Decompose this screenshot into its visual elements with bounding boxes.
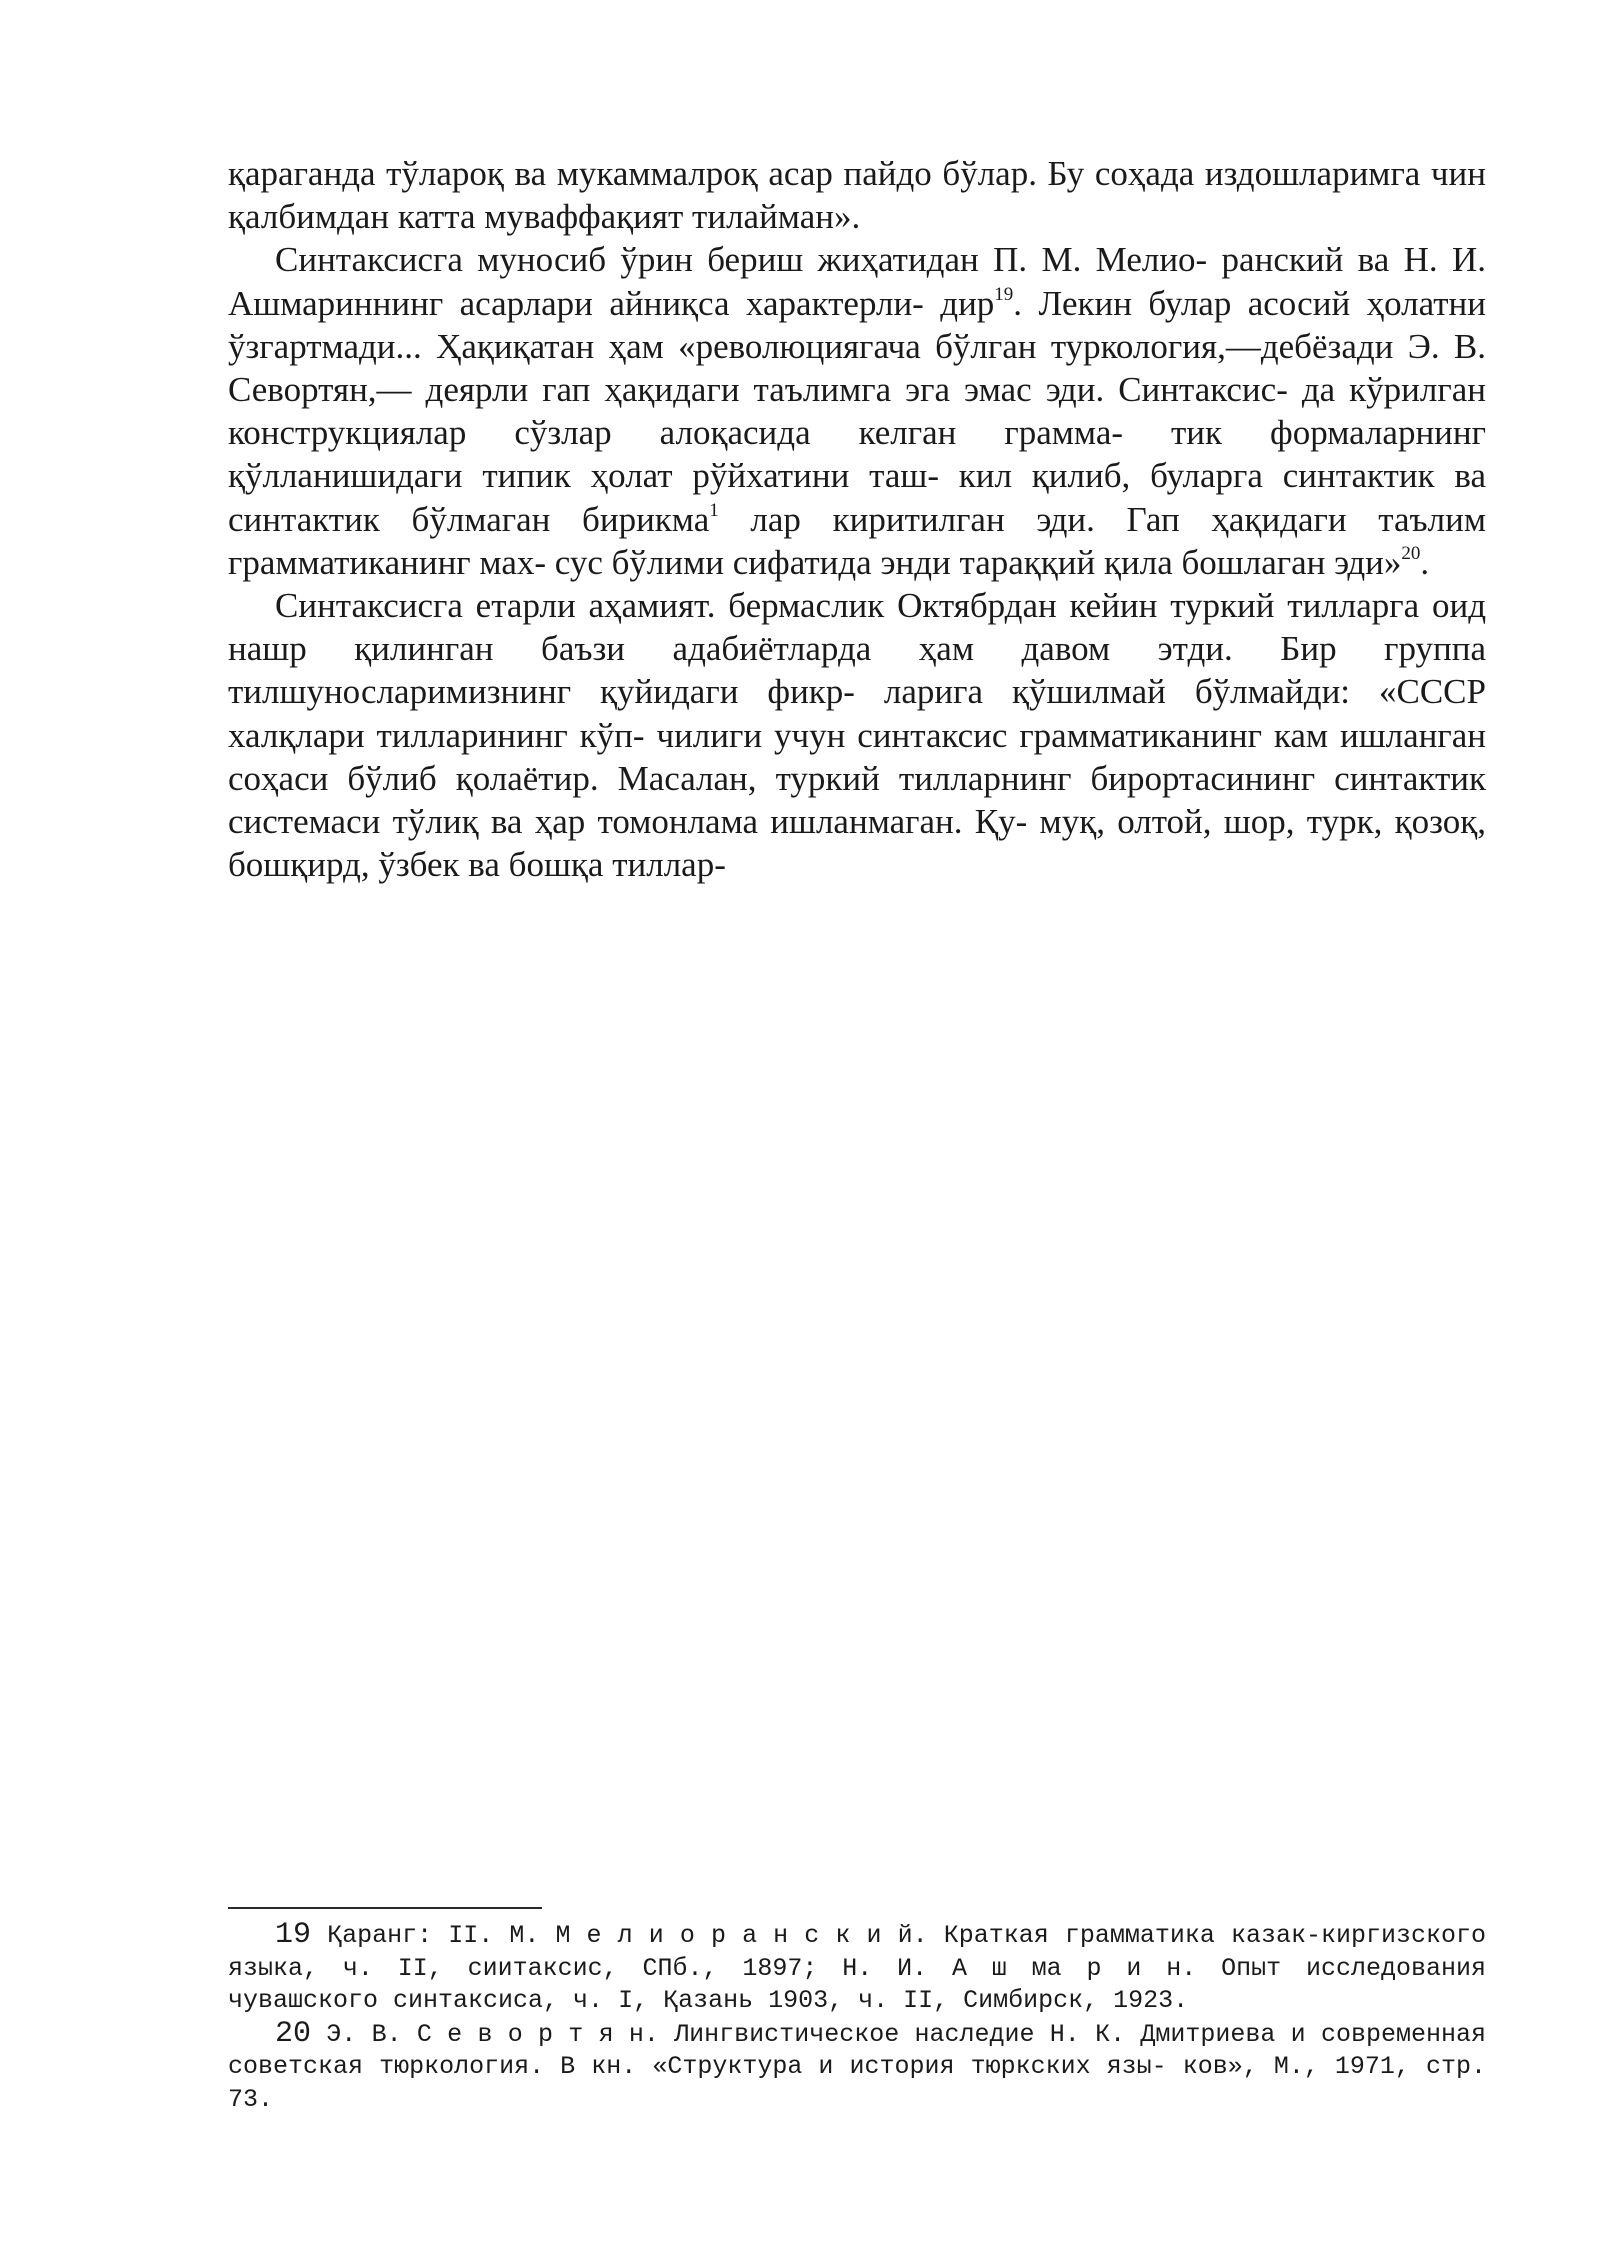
main-text [228,152,1486,886]
footnote-20-text: Э. В. С е в о р т я н. Лингвистическое наследие Н. К. Дмитриева и современная советская тюркология. В кн. «Структура и история тюркских язы- ков», М., 1971, стр. 73. [228,2019,1486,2114]
footnote-19 [228,1919,1486,2018]
paragraph-1-text: қараганда тўлароқ ва мукаммалроқ асар пайдо бўлар. Бу соҳада издошларимга чин қалбимдан катта муваффақият тилайман». [228,154,1486,237]
paragraph-2-part-4: . [1420,542,1430,582]
footnote-ref-19: 19 [994,283,1014,305]
paragraph-2 [228,238,1486,584]
document-page [228,0,1486,2262]
footnote-ref-1: 1 [709,499,719,521]
paragraph-2-part-1: Синтаксисга муносиб ўрин бериш жиҳатидан П. М. Мелио- ранский ва Н. И. Ашмариннинг асарлари айниқса характерли- дир [228,240,1486,323]
footnotes [228,1919,1486,2116]
paragraph-3-text: Синтаксисга етарли аҳамият. бермаслик Октябрдан кейин туркий тилларга оид нашр қилинган баъзи адабиётларда ҳам давом этди. Бир группа тилшуносларимизнинг қуйидаги фикр- ларига қўшилмай бўлмайди: «СССР халқлари тилларининг кўп- чилиги учун синтаксис грамматиканинг кам ишланган соҳаси бўлиб қолаётир. Масалан, туркий тилларнинг бирортасининг синтактик системаси тўлиқ ва ҳар томонлама ишланмаган. Қу- муқ, олтой, шор, турк, қозоқ, бошқирд, ўзбек ва бошқа тиллар- [228,586,1486,885]
paragraph-2-part-2: . Лекин булар асосий ҳолатни ўзгартмади... Ҳақиқатан ҳам «революциягача бўлган туркология,—дебёзади Э. В. Севортян,— деярли гап ҳақидаги таълимга эга эмас эди. Синтаксис- да кўрилган конструкциялар сўзлар алоқасида келган грамма- тик формаларнинг қўлланишидаги типик ҳолат рўйхатини таш- кил қилиб, буларга синтактик ва синтактик бўлмаган бирикма [228,283,1486,539]
footnote-19-text: Қаранг: II. М. М е л и о р а н с к и й. Краткая грамматика казак-киргизского языка, ч. II, сиитаксис, СПб., 1897; Н. И. А ш ма р и н. Опыт исследования чувашского синтаксиса, ч. I, Қазань 1903, ч. II, Симбирск, 1923. [228,1921,1486,2015]
footnote-20-number: 20 [275,2016,312,2051]
paragraph-1 [228,152,1486,238]
footnote-20 [228,2018,1486,2117]
footnote-separator [228,1907,542,1909]
paragraph-2-part-3: лар киритилган эди. Гап ҳақидаги таълим грамматиканинг мах- сус бўлими сифатида энди тараққий қила бошлаган эди» [228,499,1486,582]
footnote-ref-20: 20 [1401,542,1421,564]
footnote-19-number: 19 [275,1918,312,1952]
paragraph-3 [228,584,1486,886]
